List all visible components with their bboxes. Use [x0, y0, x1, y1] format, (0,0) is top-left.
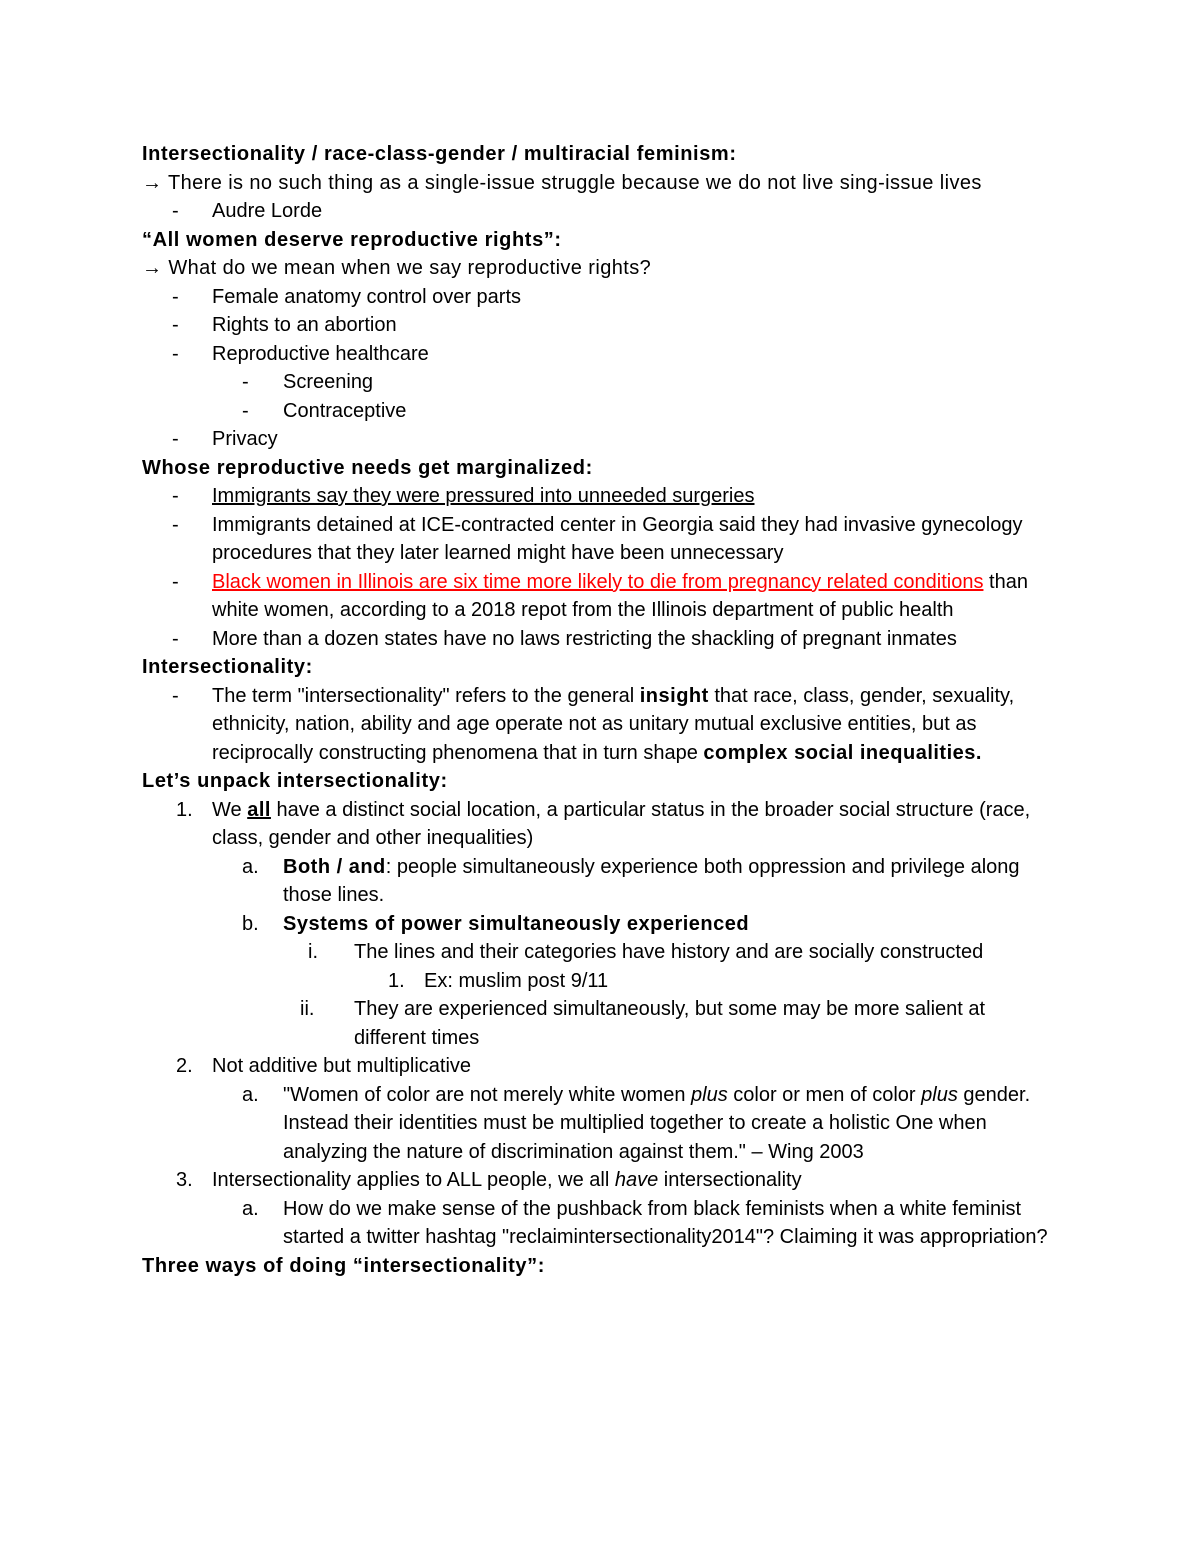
roman-item-text: The lines and their categories have history and are socially constructed	[354, 941, 984, 963]
list-item-body	[212, 482, 1062, 511]
numbered-item	[142, 1052, 1062, 1081]
numbered-item-text	[212, 1166, 1062, 1195]
numbered-item-text: Not additive but multiplicative	[212, 1055, 472, 1077]
italic-text: plus	[921, 1083, 958, 1106]
sub-numbered-item	[142, 967, 1062, 996]
number-marker: 1.	[388, 969, 405, 992]
numbered-item	[142, 796, 1062, 853]
roman-item-text: They are experienced simultaneously, but some may be more salient at different times	[354, 998, 986, 1049]
sub-list-item-text: Contraceptive	[283, 399, 407, 422]
letter-marker: b.	[242, 912, 259, 935]
lettered-item-text: How do we make sense of the pushback from black feminists when a white feminist started a twitter hashtag "reclaimintersectionality2014"? Claiming it was appropriation?	[283, 1197, 1048, 1248]
roman-item	[142, 995, 1062, 1052]
lettered-item-text	[283, 853, 1062, 910]
letter-marker: a.	[242, 1197, 259, 1220]
list-item-text: More than a dozen states have no laws restricting the shackling of pregnant inmates	[212, 627, 957, 650]
lorde-quote: → There is no such thing as a single-issue struggle because we do not live sing-issue lives	[142, 171, 982, 194]
text-run: have a distinct social location, a particular status in the broader social structure (race, class, gender and other inequalities)	[212, 798, 1031, 849]
lettered-item	[142, 853, 1062, 910]
text-run: The term "intersectionality" refers to the general	[212, 684, 640, 707]
sub-list-item-text: Screening	[283, 371, 374, 393]
dash-bullet: -	[172, 342, 179, 365]
list-item	[142, 682, 1062, 768]
lettered-item	[142, 1195, 1062, 1252]
text-run: "Women of color are not merely white women	[283, 1083, 692, 1106]
dash-bullet: -	[172, 627, 179, 650]
number-marker: 1.	[176, 798, 193, 821]
list-item	[142, 197, 1062, 226]
list-item	[142, 425, 1062, 454]
number-marker: 3.	[176, 1169, 193, 1191]
dash-bullet: -	[172, 285, 179, 308]
text-run: that race, class, gender, sexuality, ethnicity, nation, ability and age operate not as unitary mutual exclusive entities, but as reciprocally constructing phenomena that in turn shape	[212, 684, 1015, 764]
dash-bullet: -	[172, 314, 179, 336]
list-item	[142, 511, 1062, 568]
list-item-text: Female anatomy control over parts	[212, 285, 522, 308]
list-item	[142, 482, 1062, 511]
list-item-text: than white women, according to a 2018 repot from the Illinois department of public health	[212, 570, 1028, 621]
lettered-item-text: Systems of power simultaneously experienced	[283, 912, 750, 935]
dash-bullet: -	[172, 570, 179, 593]
dash-bullet: -	[172, 428, 179, 450]
list-item	[142, 283, 1062, 312]
dash-bullet: -	[172, 485, 179, 507]
heading-intersectionality: Intersectionality:	[142, 656, 313, 678]
text-run: color or men of color	[727, 1083, 922, 1106]
list-item-text: Privacy	[212, 428, 278, 450]
sub-list-item	[142, 397, 1062, 426]
list-item	[142, 340, 1062, 369]
bold-text: complex social inequalities.	[703, 741, 982, 764]
bold-text: Both / and	[283, 855, 386, 878]
list-item	[142, 625, 1062, 654]
text-run: Intersectionality applies to ALL people, we all	[212, 1169, 615, 1191]
list-item	[142, 568, 1062, 625]
roman-marker: i.	[308, 941, 318, 963]
quote-attribution: Audre Lorde	[212, 200, 323, 222]
dash-bullet: -	[172, 513, 179, 536]
number-marker: 2.	[176, 1055, 193, 1077]
bold-underlined-text: all	[247, 798, 271, 821]
sub-list-item	[142, 368, 1062, 397]
red-link-text[interactable]: Black women in Illinois are six time more likely to die from pregnancy related conditions	[212, 570, 984, 593]
document-body	[142, 140, 1062, 1280]
letter-marker: a.	[242, 1083, 259, 1106]
bold-text: insight	[639, 684, 709, 707]
roman-marker: ii.	[300, 998, 315, 1020]
italic-text: have	[614, 1169, 659, 1191]
underlined-link-text[interactable]: Immigrants say they were pressured into unneeded surgeries	[212, 485, 755, 507]
list-item	[142, 311, 1062, 340]
numbered-item-text	[212, 796, 1062, 853]
lettered-item-text	[283, 1081, 1062, 1167]
question-reproductive-rights: → What do we mean when we say reproductive rights?	[142, 257, 652, 279]
dash-bullet: -	[242, 399, 249, 422]
text-run: gender. Instead their identities must be multiplied together to create a holistic One when analyzing the nature of discrimination against them." – Wing 2003	[283, 1083, 1031, 1163]
heading-three-ways: Three ways of doing “intersectionality”:	[142, 1254, 545, 1277]
text-run: We	[212, 798, 248, 821]
dash-bullet: -	[172, 684, 179, 707]
dash-bullet: -	[242, 371, 249, 393]
list-item-text: Rights to an abortion	[212, 314, 397, 336]
list-item-text: Reproductive healthcare	[212, 342, 429, 365]
heading-unpack: Let’s unpack intersectionality:	[142, 770, 448, 792]
roman-item	[142, 938, 1062, 967]
list-item-text: Immigrants detained at ICE-contracted center in Georgia said they had invasive gynecology procedures that they later learned might have been unnecessary	[212, 513, 1023, 564]
heading-intersectionality-feminism: Intersectionality / race-class-gender / multiracial feminism:	[142, 143, 737, 165]
lettered-item	[142, 1081, 1062, 1167]
heading-reproductive-rights: “All women deserve reproductive rights”:	[142, 228, 562, 251]
sub-numbered-item-text: Ex: muslim post 9/11	[424, 969, 609, 992]
italic-text: plus	[691, 1083, 728, 1106]
text-run: intersectionality	[658, 1169, 802, 1191]
list-item-body	[212, 568, 1062, 625]
letter-marker: a.	[242, 855, 259, 878]
heading-marginalized-needs: Whose reproductive needs get marginalized:	[142, 456, 593, 479]
lettered-item	[142, 910, 1062, 939]
dash-bullet: -	[172, 200, 179, 222]
definition-text	[212, 682, 1062, 768]
numbered-item	[142, 1166, 1062, 1195]
text-run: : people simultaneously experience both oppression and privilege along those lines.	[283, 855, 1020, 906]
